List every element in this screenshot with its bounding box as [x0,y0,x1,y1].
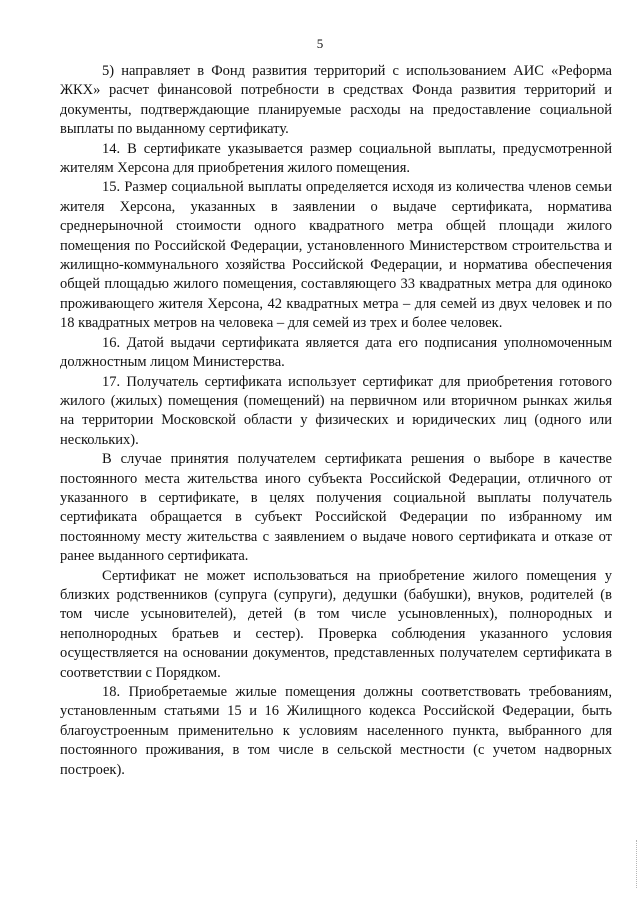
document-body [60,62,612,780]
paragraph-18: 18. Приобретаемые жилые помещения должны соответствовать требованиям, установленным статьями 15 и 16 Жилищного кодекса Российской Федерации, быть благоустроенным применительно к условиям населенного пункта, выбранного для постоянного проживания, в том числе в сельской местности (с учетом надворных построек). [60,684,612,778]
scan-margin-mark [634,840,637,888]
paragraph-14: 14. В сертификате указывается размер социальной выплаты, предусмотренной жителям Херсона для приобретения жилого помещения. [60,140,612,177]
paragraph-17-choice-of-residence: В случае принятия получателем сертификата решения о выборе в качестве постоянного места жительства иного субъекта Российской Федерации, отличного от указанного в сертификате, в целях получения социальной выплаты получатель сертификата обращается в субъект Российской Федерации по избранному им постоянному месту жительства с заявлением о выдаче нового сертификата и отказе от ранее выданного сертификата. [60,451,612,565]
page-number: 5 [316,36,324,51]
paragraph-17-relatives-restriction: Сертификат не может использоваться на приобретение жилого помещения у близких родственников (супруга (супруги), дедушки (бабушки), внуков, родителей (в том числе усыновителей), детей (в том числе усыновленных), полнородных и неполнородных братьев и сестер). Проверка соблюдения указанного условия осуществляется на основании документов, представленных получателем сертификата в соответствии с Порядком. [60,567,612,681]
paragraph-17: 17. Получатель сертификата использует сертификат для приобретения готового жилого (жилых) помещения (помещений) на первичном или вторичном рынках жилья на территории Московской области у физических и юридических лиц (одного или нескольких). [60,373,612,448]
paragraph-16: 16. Датой выдачи сертификата является дата его подписания уполномоченным должностным лицом Министерства. [60,334,612,371]
paragraph-item-5: 5) направляет в Фонд развития территорий с использованием АИС «Реформа ЖКХ» расчет финансовой потребности в средствах Фонда развития территорий и документы, подтверждающие планируемые расходы на предоставление социальной выплаты по выданному сертификату. [60,63,612,138]
paragraph-15: 15. Размер социальной выплаты определяется исходя из количества членов семьи жителя Херсона, указанных в заявлении о выдаче сертификата, норматива среднерыночной стоимости одного квадратного метра общей площади жилого помещения по Российской Федерации, установленного Министерством строительства и жилищно-коммунального хозяйства Российской Федерации, и норматива обеспечения общей площадью жилого помещения, составляющего 33 квадратных метра для одиноко проживающего жителя Херсона, 42 квадратных метра – для семей из двух человек и по 18 квадратных метров на человека – для семей из трех и более человек. [60,179,612,332]
